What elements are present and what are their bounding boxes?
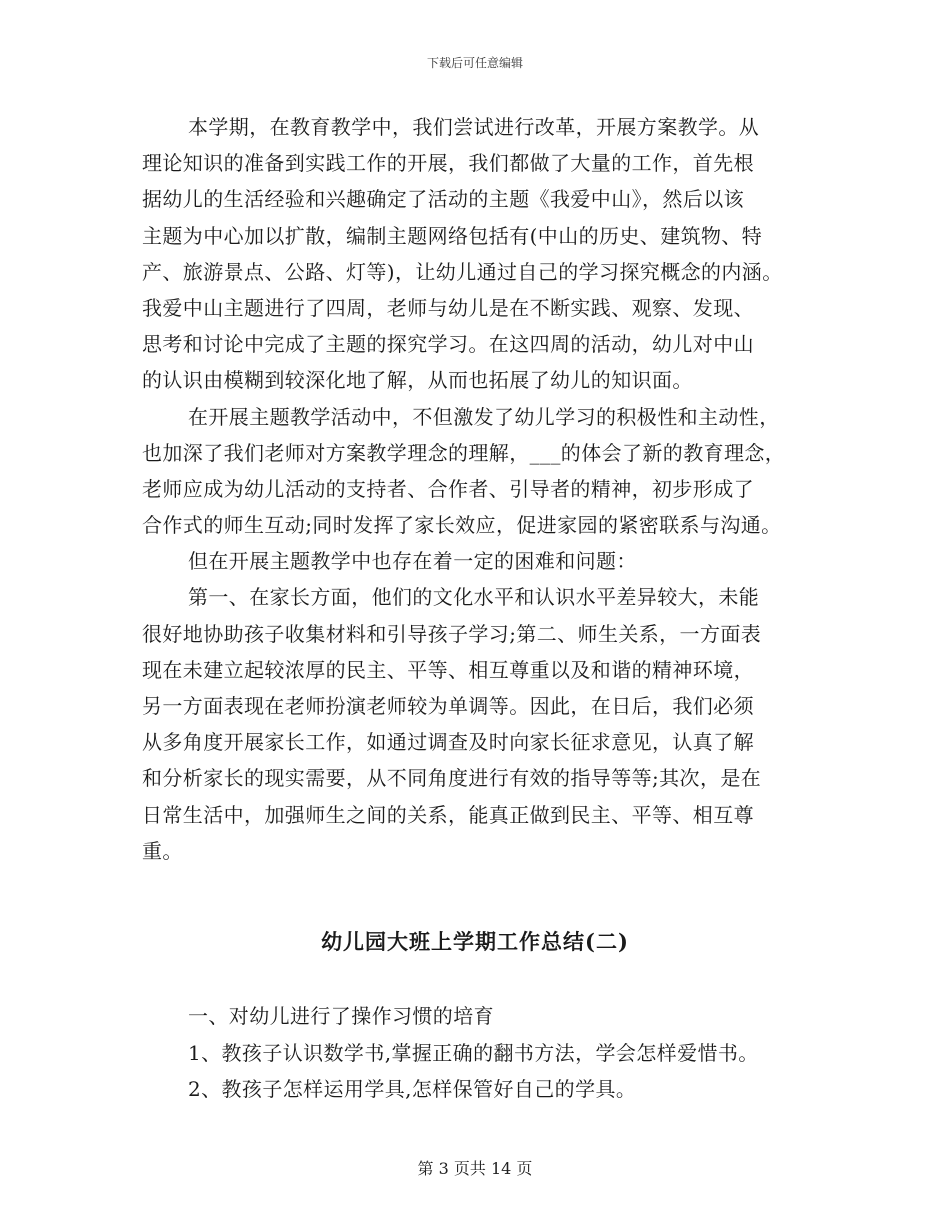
header-note: 下载后可任意编辑	[426, 56, 523, 70]
paragraph-line: 另一方面表现在老师扮演老师较为单调等。因此，在日后，我们必须	[142, 694, 754, 718]
section-title: 幼儿园大班上学期工作总结(二)	[321, 929, 629, 954]
paragraph-line: 也加深了我们老师对方案教学理念的理解，___的体会了新的教育理念，	[142, 440, 786, 465]
section-items	[142, 998, 822, 1108]
paragraph-line: 理论知识的准备到实践工作的开展，我们都做了大量的工作，首先根	[142, 151, 754, 176]
paragraph-line: 很好地协助孩子收集材料和引导孩子学习;第二、师生关系，一方面表	[142, 621, 762, 646]
paragraph-1	[142, 109, 822, 399]
paragraph-line: 主题为中心加以扩散，编制主题网络包括有(中山的历史、建筑物、特	[142, 223, 763, 248]
paragraph-line: 和分析家长的现实需要，从不同角度进行有效的指导等等;其次，是在	[142, 766, 762, 791]
paragraph-3	[142, 543, 822, 579]
page-footer: 第 3 页共 14 页	[417, 1159, 533, 1178]
paragraph-line: 但在开展主题教学中也存在着一定的困难和问题：	[188, 549, 637, 574]
paragraph-line: 据幼儿的生活经验和兴趣确定了活动的主题《我爱中山》，然后以该	[142, 187, 744, 212]
paragraph-line: 第一、在家长方面，他们的文化水平和认识水平差异较大，未能	[188, 585, 760, 610]
paragraph-line: 思考和讨论中完成了主题的探究学习。在这四周的活动，幼儿对中山	[142, 332, 754, 357]
section-item: 2、教孩子怎样运用学具,怎样保管好自己的学具。	[188, 1077, 637, 1101]
paragraph-line: 从多角度开展家长工作，如通过调查及时向家长征求意见，认真了解	[142, 730, 754, 755]
section-item: 一、对幼儿进行了操作习惯的培育	[188, 1004, 494, 1028]
paragraph-line: 的认识由模糊到较深化地了解，从而也拓展了幼儿的知识面。	[142, 368, 693, 393]
paragraph-line: 重。	[142, 838, 183, 863]
body-text	[142, 109, 822, 869]
paragraph-line: 我爱中山主题进行了四周，老师与幼儿是在不断实践、观察、发现、	[142, 295, 754, 320]
paragraph-4	[142, 579, 822, 869]
section-item: 1、教孩子认识数学书,掌握正确的翻书方法，学会怎样爱惜书。	[188, 1040, 759, 1065]
paragraph-line: 在开展主题教学活动中，不但激发了幼儿学习的积极性和主动性，	[188, 404, 780, 429]
paragraph-line: 产、旅游景点、公路、灯等)，让幼儿通过自己的学习探究概念的内涵。	[142, 259, 783, 284]
paragraph-line: 合作式的师生互动;同时发挥了家长效应，促进家园的紧密联系与沟通。	[142, 513, 782, 538]
paragraph-line: 老师应成为幼儿活动的支持者、合作者、引导者的精神，初步形成了	[142, 476, 754, 501]
paragraph-line: 本学期，在教育教学中，我们尝试进行改革，开展方案教学。从	[188, 115, 760, 139]
paragraph-line: 现在未建立起较浓厚的民主、平等、相互尊重以及和谐的精神环境，	[142, 657, 754, 682]
paragraph-2	[142, 399, 822, 544]
paragraph-line: 日常生活中，加强师生之间的关系，能真正做到民主、平等、相互尊	[142, 802, 754, 827]
